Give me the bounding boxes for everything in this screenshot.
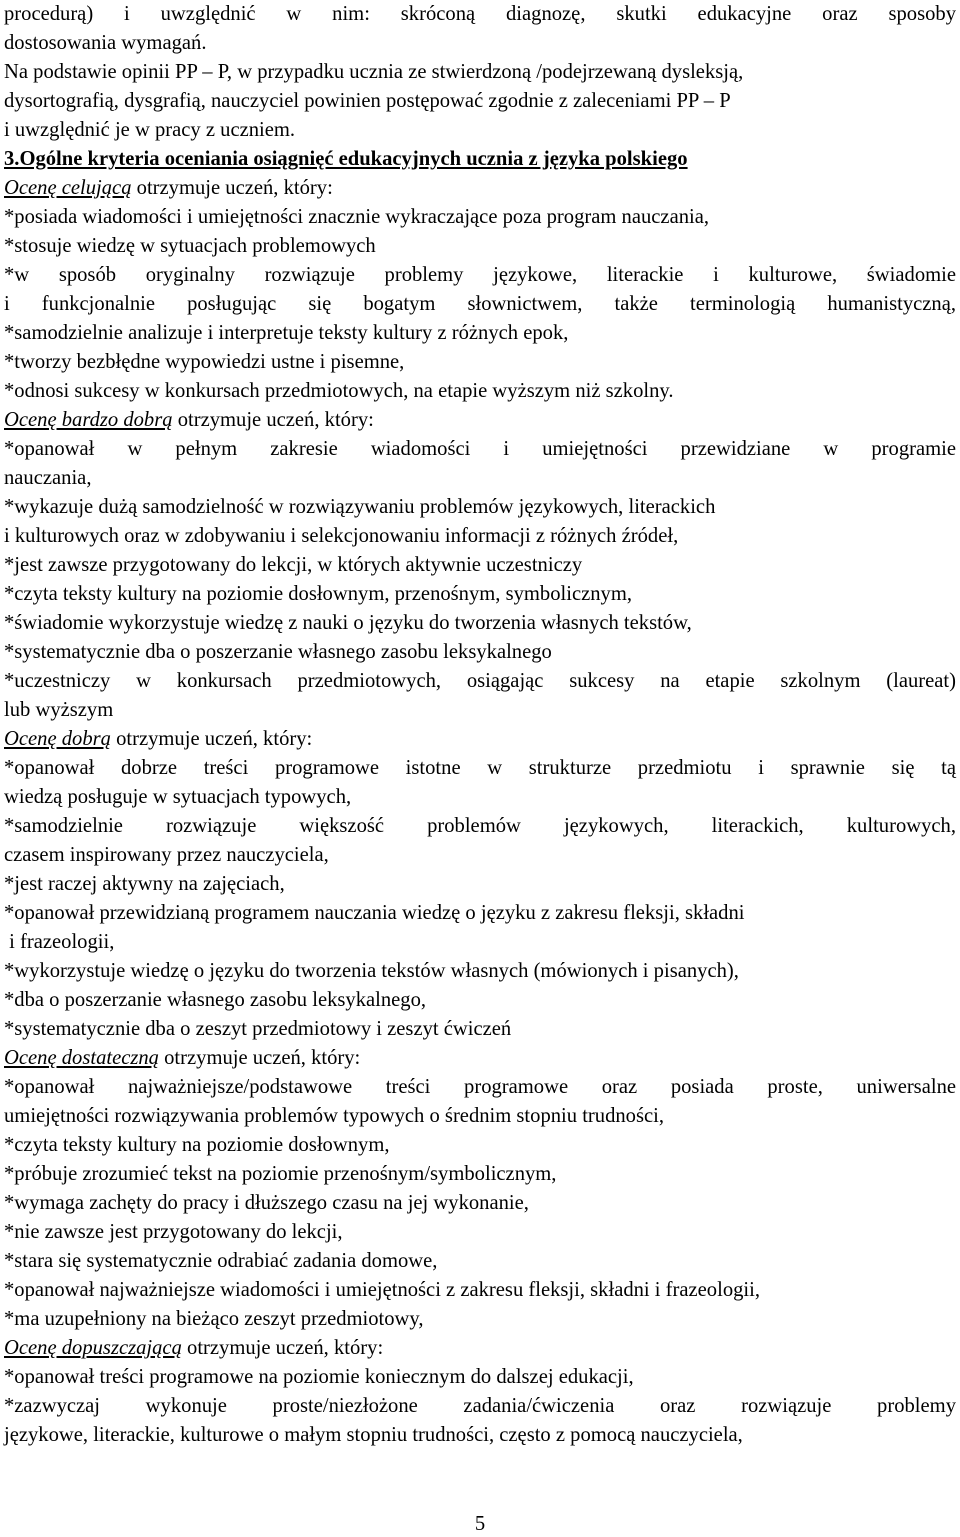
grade-receives-text: otrzymuje uczeń, który: [131, 177, 333, 199]
criteria-line: *świadomie wykorzystuje wiedzę z nauki o języku do tworzenia własnych tekstów, [4, 612, 692, 634]
criteria-line: *opanował w pełnym zakresie wiadomości i umiejętności przewidziane w programie [4, 438, 956, 460]
grade-label: Ocenę dobrą [4, 728, 111, 750]
grade-label: Ocenę bardzo dobrą [4, 409, 173, 431]
criteria-line: *opanował treści programowe na poziomie koniecznym do dalszej edukacji, [4, 1366, 634, 1388]
intro-line: dostosowania wymagań. [4, 32, 207, 54]
criteria-line: *posiada wiadomości i umiejętności znacznie wykraczające poza program nauczania, [4, 206, 710, 228]
criteria-line: *próbuje zrozumieć tekst na poziomie przenośnym/symbolicznym, [4, 1163, 557, 1185]
criteria-line: *tworzy bezbłędne wypowiedzi ustne i pisemne, [4, 351, 405, 373]
grade-header-celujaca [4, 174, 956, 203]
criteria-line: *dba o poszerzanie własnego zasobu leksykalnego, [4, 989, 427, 1011]
section-heading: 3.Ogólne kryteria oceniania osiągnięć edukacyjnych ucznia z języka polskiego [4, 148, 688, 170]
criteria-line: *wymaga zachęty do pracy i dłuższego czasu na jej wykonanie, [4, 1192, 529, 1214]
criteria-line: i kulturowych oraz w zdobywaniu i selekcjonowaniu informacji z różnych źródeł, [4, 525, 679, 547]
criteria-line: czasem inspirowany przez nauczyciela, [4, 844, 329, 866]
grade-header-dostateczna [4, 1044, 956, 1073]
grade-header-bardzo-dobra [4, 406, 956, 435]
criteria-line: *zazwyczaj wykonuje proste/niezłożone zadania/ćwiczenia oraz rozwiązuje problemy [4, 1395, 956, 1417]
criteria-line: *ma uzupełniony na bieżąco zeszyt przedmiotowy, [4, 1308, 424, 1330]
criteria-line: *systematycznie dba o poszerzanie własnego zasobu leksykalnego [4, 641, 552, 663]
criteria-line: wiedzą posługuje w sytuacjach typowych, [4, 786, 352, 808]
criteria-line: *czyta teksty kultury na poziomie dosłownym, [4, 1134, 390, 1156]
grade-receives-text: otrzymuje uczeń, który: [181, 1337, 384, 1359]
criteria-line: umiejętności rozwiązywania problemów typowych o średnim stopniu trudności, [4, 1105, 665, 1127]
grade-label: Ocenę dopuszczającą [4, 1337, 182, 1359]
criteria-line: *systematycznie dba o zeszyt przedmiotowy i zeszyt ćwiczeń [4, 1018, 512, 1040]
grade-receives-text: otrzymuje uczeń, który: [172, 409, 374, 431]
intro-line: i uwzględnić je w pracy z uczniem. [4, 119, 296, 141]
grade-receives-text: otrzymuje uczeń, który: [110, 728, 313, 750]
criteria-line: *samodzielnie rozwiązuje większość problemów językowych, literackich, kulturowych, [4, 815, 956, 837]
criteria-line: językowe, literackie, kulturowe o małym stopniu trudności, często z pomocą nauczyciela, [4, 1424, 743, 1446]
grade-header-dobra [4, 725, 956, 754]
grade-header-dopuszczajaca [4, 1334, 956, 1363]
grade-label: Ocenę celującą [4, 177, 132, 199]
criteria-line: *opanował przewidzianą programem nauczania wiedzę o języku z zakresu fleksji, składni [4, 902, 745, 924]
grade-receives-text: otrzymuje uczeń, który: [158, 1047, 361, 1069]
criteria-line: *jest zawsze przygotowany do lekcji, w których aktywnie uczestniczy [4, 554, 583, 576]
criteria-line: *stosuje wiedzę w sytuacjach problemowych [4, 235, 376, 257]
criteria-line: *odnosi sukcesy w konkursach przedmiotowych, na etapie wyższym niż szkolny. [4, 380, 674, 402]
criteria-line: *stara się systematycznie odrabiać zadania domowe, [4, 1250, 438, 1272]
criteria-line: *opanował najważniejsze/podstawowe treści programowe oraz posiada proste, uniwersalne [4, 1076, 956, 1098]
intro-line: dysortografią, dysgrafią, nauczyciel powinien postępować zgodnie z zaleceniami PP – P [4, 90, 731, 112]
intro-line: Na podstawie opinii PP – P, w przypadku ucznia ze stwierdzoną /podejrzewaną dysleksją, [4, 61, 744, 83]
page-number: 5 [474, 1513, 486, 1535]
grade-label: Ocenę dostateczną [4, 1047, 159, 1069]
criteria-line: *uczestniczy w konkursach przedmiotowych, osiągając sukcesy na etapie szkolnym (laureat) [4, 670, 956, 692]
criteria-line: *opanował dobrze treści programowe istotne w strukturze przedmiotu i sprawnie się tą [4, 757, 956, 779]
criteria-line: *w sposób oryginalny rozwiązuje problemy językowe, literackie i kulturowe, świadomie [4, 264, 956, 286]
criteria-line: *samodzielnie analizuje i interpretuje teksty kultury z różnych epok, [4, 322, 569, 344]
criteria-line: *wykorzystuje wiedzę o języku do tworzenia tekstów własnych (mówionych i pisanych), [4, 960, 739, 982]
criteria-line: *opanował najważniejsze wiadomości i umiejętności z zakresu fleksji, składni i frazeologii, [4, 1279, 761, 1301]
document-page [4, 0, 956, 1450]
criteria-line: i funkcjonalnie posługując się bogatym słownictwem, także terminologią humanistyczną, [4, 293, 956, 315]
criteria-line: *jest raczej aktywny na zajęciach, [4, 873, 285, 895]
criteria-line: *wykazuje dużą samodzielność w rozwiązywaniu problemów językowych, literackich [4, 496, 716, 518]
criteria-line: lub wyższym [4, 699, 114, 721]
criteria-line: i frazeologii, [4, 931, 115, 953]
criteria-line: *nie zawsze jest przygotowany do lekcji, [4, 1221, 343, 1243]
criteria-line: *czyta teksty kultury na poziomie dosłownym, przenośnym, symbolicznym, [4, 583, 632, 605]
intro-line: procedurą) i uwzględnić w nim: skróconą diagnozę, skutki edukacyjne oraz sposoby [4, 3, 956, 25]
criteria-line: nauczania, [4, 467, 92, 489]
